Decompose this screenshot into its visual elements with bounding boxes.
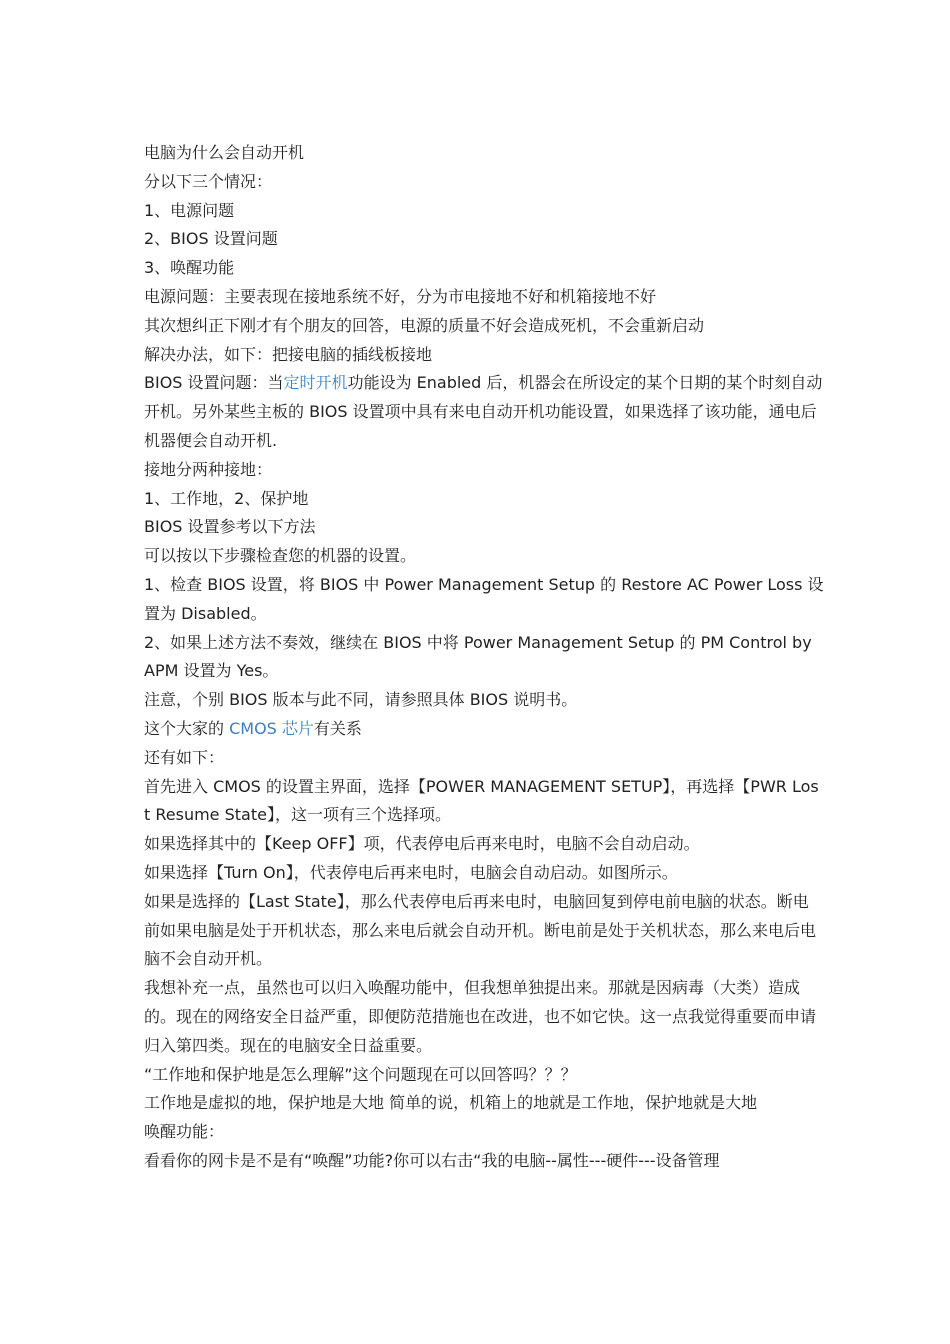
paragraph: 工作地是虚拟的地，保护地是大地 简单的说，机箱上的地就是工作地，保护地就是大地 [144,1093,758,1113]
text-segment: 功能设为 Enabled 后，机器会在所设定的某个日期的某个时刻自动开机。另外某些主板的 BIOS 设置项中具有来电自动开机功能设置，如果选择了该功能，通电后机器便会自动开机. [144,373,823,450]
paragraph: 解决办法，如下：把接电脑的插线板接地 [144,344,433,364]
text-segment: BIOS 设置问题：当 [144,373,284,393]
text-segment: 这个大家的 [144,718,230,738]
paragraph: 如果选择【Turn On】，代表停电后再来电时，电脑会自动启动。如图所示。 [144,862,678,882]
paragraph: 可以按以下步骤检查您的机器的设置。 [144,546,417,566]
paragraph: 看看你的网卡是不是有“唤醒”功能?你可以右击“我的电脑--属性---硬件---设备管理 [144,1150,720,1170]
paragraph: BIOS 设置参考以下方法 [144,517,316,537]
paragraph: 其次想纠正下刚才有个朋友的回答，电源的质量不好会造成死机，不会重新启动 [144,315,705,335]
list-item: 1、电源问题 [144,200,235,220]
list-item: 3、唤醒功能 [144,258,235,278]
paragraph: 唤醒功能： [144,1122,225,1142]
paragraph: 电源问题：主要表现在接地系统不好，分为市电接地不好和机箱接地不好 [144,286,657,306]
paragraph: 2、如果上述方法不奏效，继续在 BIOS 中将 Power Management Setup 的 PM Control by APM 设置为 Yes。 [144,632,812,681]
paragraph: 我想补充一点，虽然也可以归入唤醒功能中，但我想单独提出来。那就是因病毒（大类）造成的。现在的网络安全日益严重，即便防范措施也在改进，也不如它快。这一点我觉得重要而申请归入第四类。现在的电脑安全日益重要。 [144,978,817,1055]
list-item: 2、BIOS 设置问题 [144,229,278,249]
paragraph: 注意，个别 BIOS 版本与此不同，请参照具体 BIOS 说明书。 [144,690,578,710]
document-body [144,139,824,1176]
cmos-chip-link[interactable]: CMOS 芯片 [229,718,314,738]
paragraph: 1、检查 BIOS 设置，将 BIOS 中 Power Management Setup 的 Restore AC Power Loss 设置为 Disabled。 [144,574,824,623]
document-title: 电脑为什么会自动开机 [144,143,305,162]
paragraph: 首先进入 CMOS 的设置主界面，选择【POWER MANAGEMENT SETUP】，再选择【PWR Lost Resume State】，这一项有三个选择项。 [144,776,819,825]
paragraph: 分以下三个情况： [144,171,273,191]
paragraph: 接地分两种接地： [144,459,273,479]
text-segment: 有关系 [313,718,362,738]
paragraph: 如果选择其中的【Keep OFF】项，代表停电后再来电时，电脑不会自动启动。 [144,834,700,854]
paragraph: 1、工作地，2、保护地 [144,488,309,508]
paragraph-cmos [144,715,824,744]
paragraph: 还有如下： [144,747,225,767]
paragraph: “工作地和保护地是怎么理解”这个问题现在可以回答吗？？？ [144,1064,577,1084]
paragraph: 如果是选择的【Last State】，那么代表停电后再来电时，电脑回复到停电前电脑的状态。断电前如果电脑是处于开机状态，那么来电后就会自动开机。断电前是处于关机状态，那么来电后电脑不会自动开机。 [144,891,817,969]
paragraph-bios-problem [144,369,824,455]
timed-boot-link[interactable]: 定时开机 [283,373,348,393]
